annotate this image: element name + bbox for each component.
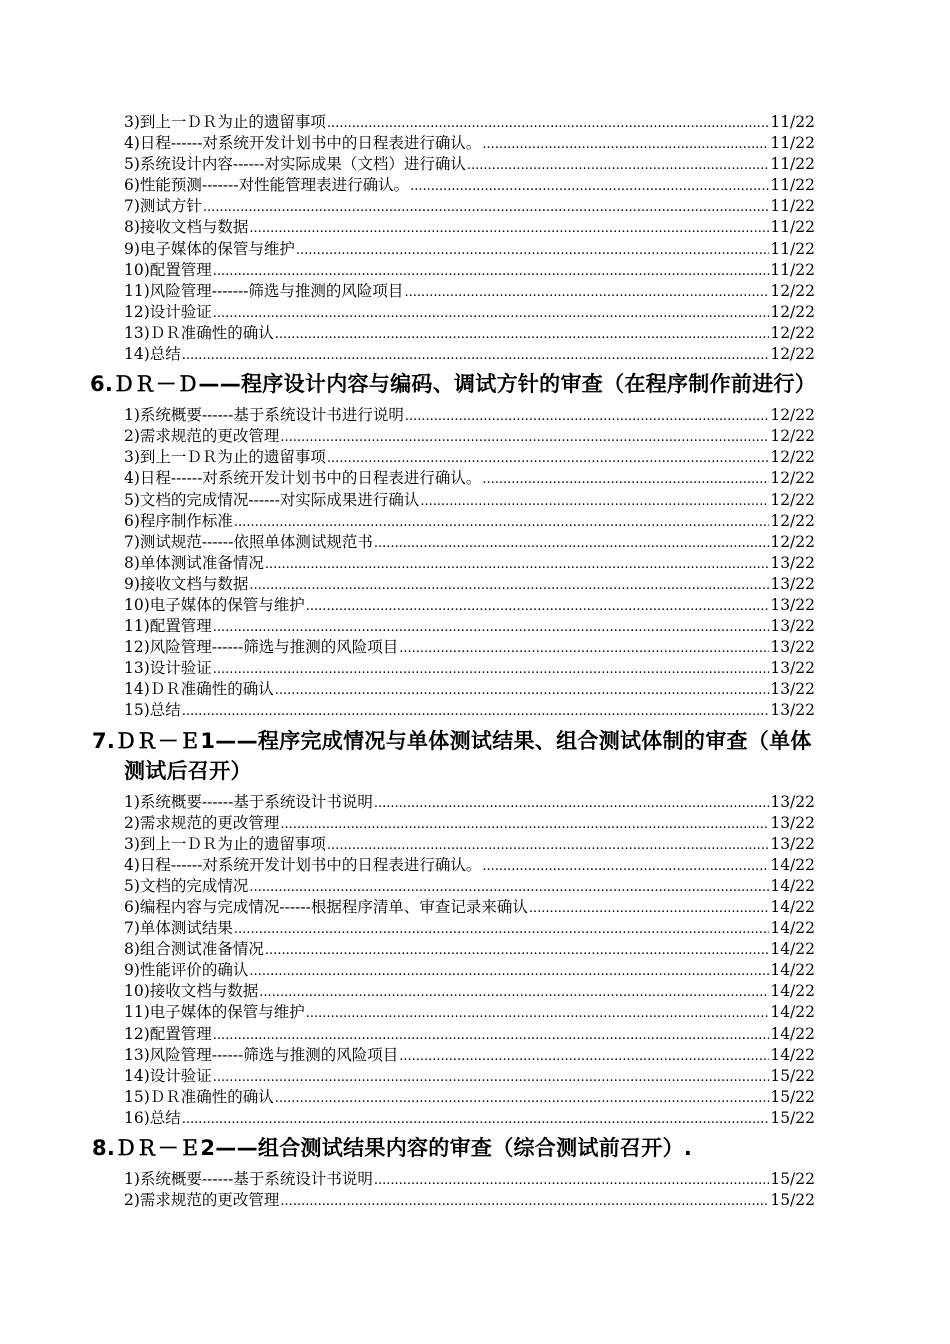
toc-entry[interactable] bbox=[124, 574, 815, 595]
dot-leader bbox=[213, 302, 770, 324]
toc-entry[interactable] bbox=[124, 426, 815, 447]
toc-entry[interactable] bbox=[124, 133, 815, 154]
toc-entry-title: 6)性能预测-------对性能管理表进行确认。 bbox=[124, 176, 410, 195]
toc-entry-title: 15)ＤＲ准确性的确认 bbox=[124, 1087, 274, 1106]
toc-entry-title: 14)设计验证 bbox=[124, 1066, 212, 1085]
toc-entry-title: 16)总结 bbox=[124, 1108, 181, 1127]
dot-leader bbox=[327, 447, 769, 469]
toc-entry-title: 11)配置管理 bbox=[124, 617, 212, 636]
toc-entry[interactable] bbox=[124, 595, 815, 616]
toc-entry-title: 14)ＤＲ准确性的确认 bbox=[124, 680, 274, 699]
toc-entry[interactable] bbox=[124, 175, 815, 196]
toc-entry[interactable] bbox=[124, 323, 815, 344]
toc-entry-page: 13/22 bbox=[770, 617, 815, 636]
toc-entry-page: 11/22 bbox=[770, 113, 815, 131]
toc-entry-title: 5)文档的完成情况------对实际成果进行确认 bbox=[124, 490, 420, 509]
toc-entry[interactable] bbox=[124, 532, 815, 553]
dot-leader bbox=[213, 260, 770, 282]
toc-entry[interactable] bbox=[124, 616, 815, 637]
toc-entry-page: 13/22 bbox=[770, 701, 815, 720]
toc-entry-title: 2)需求规范的更改管理 bbox=[124, 1191, 280, 1210]
toc-entry-title: 4)日程------对系统开发计划书中的日程表进行确认。 bbox=[124, 469, 482, 488]
toc-entry-page: 11/22 bbox=[770, 239, 815, 258]
toc-entry-page: 11/22 bbox=[770, 176, 815, 195]
dot-leader bbox=[410, 175, 769, 197]
toc-entry-title: 6)编程内容与完成情况------根据程序清单、审查记录来确认 bbox=[124, 898, 528, 916]
toc-entry-page: 12/22 bbox=[770, 427, 815, 446]
toc-entry-title: 12)风险管理------筛选与推测的风险项目 bbox=[124, 638, 399, 657]
toc-entry-title: 3)到上一ＤＲ为止的遗留事项 bbox=[124, 448, 326, 467]
toc-entry-title: 9)接收文档与数据 bbox=[124, 574, 249, 593]
toc-entry[interactable] bbox=[124, 405, 815, 426]
toc-entry-title: 7)测试方针 bbox=[124, 197, 202, 216]
dot-leader bbox=[182, 700, 770, 722]
toc-entry-page: 12/22 bbox=[770, 532, 815, 551]
toc-entry[interactable] bbox=[124, 1002, 815, 1023]
toc-entry-page: 13/22 bbox=[770, 792, 815, 811]
toc-entry[interactable] bbox=[124, 154, 815, 175]
toc-entry-page: 11/22 bbox=[770, 218, 815, 237]
toc-entry-title: 11)电子媒体的保管与维护 bbox=[124, 1003, 305, 1022]
toc-entry[interactable] bbox=[124, 468, 815, 489]
toc-entry-title: 2)需求规范的更改管理 bbox=[124, 813, 280, 832]
toc-entry-page: 14/22 bbox=[770, 1003, 815, 1022]
toc-entry-page: 11/22 bbox=[770, 197, 815, 216]
dot-leader bbox=[234, 918, 769, 940]
toc-entry-title: 12)设计验证 bbox=[124, 302, 212, 321]
toc-entry-title: 6)程序制作标准 bbox=[124, 511, 233, 530]
toc-entry-title: 15)总结 bbox=[124, 701, 181, 720]
dot-leader bbox=[280, 813, 769, 835]
dot-leader bbox=[249, 217, 769, 239]
toc-entry-page: 12/22 bbox=[770, 345, 815, 364]
toc-entry[interactable] bbox=[124, 1108, 815, 1129]
toc-entry[interactable] bbox=[124, 1087, 815, 1108]
dot-leader bbox=[405, 405, 769, 427]
toc-entry-title: 10)配置管理 bbox=[124, 260, 212, 279]
toc-section bbox=[90, 1133, 815, 1211]
toc-entry[interactable] bbox=[124, 960, 815, 981]
toc-entry-title: 13)设计验证 bbox=[124, 659, 212, 678]
toc-entry-page: 14/22 bbox=[770, 982, 815, 1001]
toc-entry-page: 11/22 bbox=[770, 260, 815, 279]
toc-entry-page: 15/22 bbox=[770, 1108, 815, 1127]
toc-entry-title: 1)系统概要------基于系统设计书进行说明 bbox=[124, 406, 404, 425]
toc-entry-page: 13/22 bbox=[770, 638, 815, 657]
toc-entry[interactable] bbox=[124, 658, 815, 679]
dot-leader bbox=[482, 133, 769, 155]
toc-entry-page: 13/22 bbox=[770, 574, 815, 593]
toc-entry-title: 2)需求规范的更改管理 bbox=[124, 427, 280, 446]
toc-entry[interactable] bbox=[124, 700, 815, 721]
toc-entry[interactable] bbox=[124, 1169, 815, 1190]
toc-entry-page: 12/22 bbox=[770, 323, 815, 342]
toc-entry[interactable] bbox=[124, 813, 815, 834]
toc-entry[interactable] bbox=[124, 344, 815, 365]
toc-section bbox=[90, 369, 815, 721]
dot-leader bbox=[306, 1002, 770, 1024]
toc-entry[interactable] bbox=[124, 637, 815, 658]
toc-entry-page: 12/22 bbox=[770, 448, 815, 467]
toc-entry[interactable] bbox=[124, 918, 815, 939]
dot-leader bbox=[296, 239, 769, 261]
toc-entry-page: 14/22 bbox=[770, 898, 815, 916]
dot-leader bbox=[404, 281, 769, 303]
toc-entry-page: 14/22 bbox=[770, 876, 815, 895]
toc-entry[interactable] bbox=[124, 511, 815, 532]
toc-entry-page: 13/22 bbox=[770, 553, 815, 572]
dot-leader bbox=[275, 1087, 770, 1109]
toc-entry[interactable] bbox=[124, 1045, 815, 1066]
dot-leader bbox=[265, 939, 769, 961]
dot-leader bbox=[374, 532, 769, 554]
dot-leader bbox=[467, 154, 769, 176]
toc-entry-page: 13/22 bbox=[770, 659, 815, 678]
toc-entry-title: 5)系统设计内容------对实际成果（文档）进行确认 bbox=[124, 155, 466, 174]
toc-entry[interactable] bbox=[124, 447, 815, 468]
toc-entry[interactable] bbox=[124, 260, 815, 281]
toc-entry-page: 12/22 bbox=[770, 281, 815, 300]
toc-entry-title: 1)系统概要------基于系统设计书说明 bbox=[124, 1170, 373, 1189]
toc-entry-page: 12/22 bbox=[770, 302, 815, 321]
toc-entry-title: 8)组合测试准备情况 bbox=[124, 940, 264, 959]
toc-entry-title: 8)单体测试准备情况 bbox=[124, 553, 264, 572]
toc-entry-page: 13/22 bbox=[770, 834, 815, 853]
toc-entry-page: 14/22 bbox=[770, 1045, 815, 1064]
dot-leader bbox=[182, 1108, 770, 1130]
toc-entry[interactable] bbox=[124, 302, 815, 323]
toc-entry-title: 13)风险管理------筛选与推测的风险项目 bbox=[124, 1045, 399, 1064]
toc-entry-title: 5)文档的完成情况 bbox=[124, 876, 249, 895]
dot-leader bbox=[399, 1045, 769, 1067]
dot-leader bbox=[482, 855, 769, 877]
dot-leader bbox=[327, 834, 769, 856]
dot-leader bbox=[327, 112, 769, 134]
toc-entry[interactable] bbox=[124, 1024, 815, 1045]
toc-entry-title: 10)接收文档与数据 bbox=[124, 982, 259, 1001]
toc-entry-title: 13)ＤＲ准确性的确认 bbox=[124, 323, 274, 342]
toc-entry-title: 3)到上一ＤＲ为止的遗留事项 bbox=[124, 113, 326, 131]
dot-leader bbox=[213, 658, 770, 680]
dot-leader bbox=[275, 323, 770, 345]
dot-leader bbox=[182, 344, 770, 366]
toc-entry-page: 11/22 bbox=[770, 155, 815, 174]
dot-leader bbox=[529, 897, 769, 919]
section-heading: 8.ＤＲ－Ｅ2——组合测试结果内容的审查（综合测试前召开）. bbox=[92, 1136, 693, 1161]
toc-entry[interactable] bbox=[124, 553, 815, 574]
toc-entry[interactable] bbox=[124, 981, 815, 1002]
toc-entry-title: 9)性能评价的确认 bbox=[124, 961, 249, 980]
toc-entry[interactable] bbox=[124, 196, 815, 217]
table-of-contents bbox=[90, 112, 815, 1211]
toc-entry-page: 13/22 bbox=[770, 680, 815, 699]
dot-leader bbox=[234, 511, 769, 533]
toc-entry-title: 12)配置管理 bbox=[124, 1024, 212, 1043]
toc-entry-title: 8)接收文档与数据 bbox=[124, 218, 249, 237]
dot-leader bbox=[213, 616, 770, 638]
toc-entry-page: 12/22 bbox=[770, 511, 815, 530]
toc-entry[interactable] bbox=[124, 281, 815, 302]
toc-entry[interactable] bbox=[124, 1190, 815, 1211]
toc-entry-page: 15/22 bbox=[770, 1066, 815, 1085]
toc-entry-title: 4)日程------对系统开发计划书中的日程表进行确认。 bbox=[124, 855, 482, 874]
toc-entry-page: 15/22 bbox=[770, 1087, 815, 1106]
toc-entry-title: 3)到上一ＤＲ为止的遗留事项 bbox=[124, 834, 326, 853]
section-heading: 6.ＤＲ－Ｄ——程序设计内容与编码、调试方针的审查（在程序制作前进行） bbox=[90, 372, 817, 397]
toc-entry-title: 14)总结 bbox=[124, 345, 181, 364]
toc-section bbox=[90, 726, 815, 1130]
toc-entry-page: 11/22 bbox=[770, 134, 815, 153]
toc-entry-page: 14/22 bbox=[770, 1024, 815, 1043]
toc-entry[interactable] bbox=[124, 217, 815, 238]
toc-entry[interactable] bbox=[124, 834, 815, 855]
toc-entry-page: 12/22 bbox=[770, 469, 815, 488]
toc-entry[interactable] bbox=[124, 855, 815, 876]
dot-leader bbox=[374, 792, 769, 814]
dot-leader bbox=[249, 876, 769, 898]
toc-entry-page: 12/22 bbox=[770, 406, 815, 425]
dot-leader bbox=[280, 426, 769, 448]
toc-entry[interactable] bbox=[124, 792, 815, 813]
dot-leader bbox=[259, 981, 769, 1003]
toc-entry-page: 15/22 bbox=[770, 1170, 815, 1189]
dot-leader bbox=[420, 490, 769, 512]
toc-entry[interactable] bbox=[124, 679, 815, 700]
dot-leader bbox=[213, 1066, 770, 1088]
toc-entry-page: 12/22 bbox=[770, 490, 815, 509]
section-heading: 7.ＤＲ－Ｅ1——程序完成情况与单体测试结果、组合测试体制的审查（单体测试后召开） bbox=[92, 728, 812, 783]
toc-entry-page: 14/22 bbox=[770, 855, 815, 874]
dot-leader bbox=[399, 637, 769, 659]
dot-leader bbox=[374, 1169, 769, 1191]
toc-entry[interactable] bbox=[124, 1066, 815, 1087]
toc-entry[interactable] bbox=[124, 112, 815, 133]
dot-leader bbox=[306, 595, 770, 617]
toc-entry-page: 14/22 bbox=[770, 919, 815, 938]
dot-leader bbox=[275, 679, 770, 701]
toc-entry-title: 7)测试规范------依照单体测试规范书 bbox=[124, 532, 373, 551]
dot-leader bbox=[249, 574, 769, 596]
toc-entry[interactable] bbox=[124, 876, 815, 897]
toc-entry-page: 13/22 bbox=[770, 813, 815, 832]
dot-leader bbox=[280, 1190, 769, 1212]
toc-entry-title: 4)日程------对系统开发计划书中的日程表进行确认。 bbox=[124, 134, 482, 153]
toc-entry[interactable] bbox=[124, 897, 815, 918]
toc-entry-title: 7)单体测试结果 bbox=[124, 919, 233, 938]
toc-entry-title: 9)电子媒体的保管与维护 bbox=[124, 239, 295, 258]
toc-entry-page: 14/22 bbox=[770, 961, 815, 980]
toc-section bbox=[90, 112, 815, 365]
dot-leader bbox=[265, 553, 769, 575]
dot-leader bbox=[203, 196, 769, 218]
toc-entry-title: 11)风险管理-------筛选与推测的风险项目 bbox=[124, 281, 404, 300]
dot-leader bbox=[249, 960, 769, 982]
toc-entry-page: 13/22 bbox=[770, 595, 815, 614]
dot-leader bbox=[213, 1024, 770, 1046]
dot-leader bbox=[482, 468, 769, 490]
toc-entry[interactable] bbox=[124, 490, 815, 511]
toc-entry-title: 1)系统概要------基于系统设计书说明 bbox=[124, 792, 373, 811]
toc-entry[interactable] bbox=[124, 939, 815, 960]
toc-entry[interactable] bbox=[124, 239, 815, 260]
toc-entry-title: 10)电子媒体的保管与维护 bbox=[124, 595, 305, 614]
toc-entry-page: 15/22 bbox=[770, 1191, 815, 1210]
toc-entry-page: 14/22 bbox=[770, 940, 815, 959]
